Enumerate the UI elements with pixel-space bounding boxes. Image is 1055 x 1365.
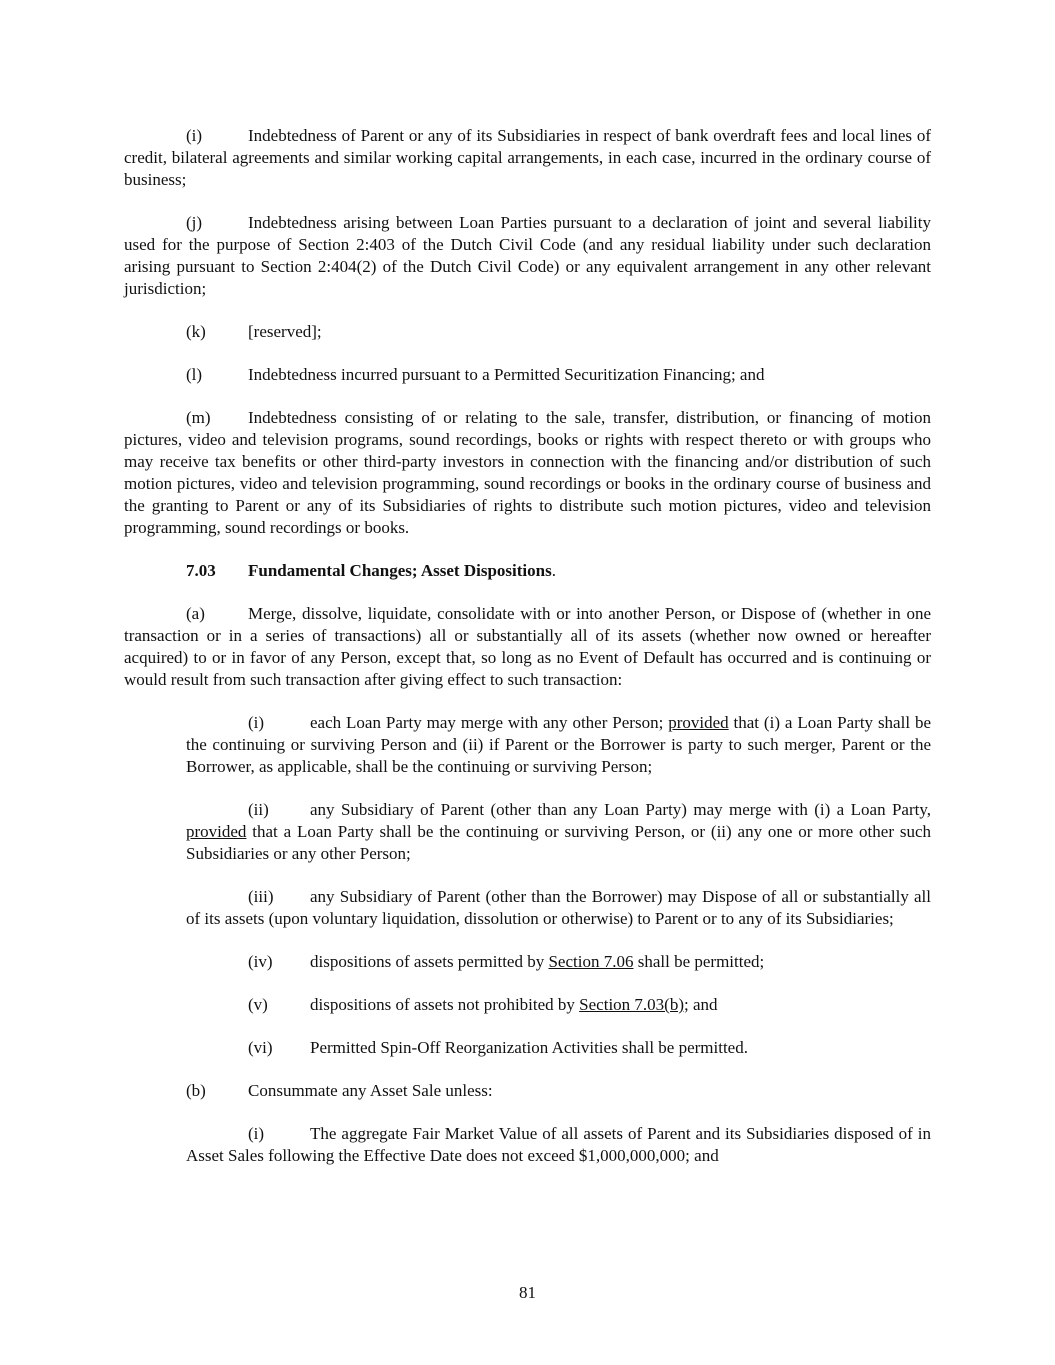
clause-m <box>124 407 931 539</box>
clause-a-iii <box>186 886 931 930</box>
clause-text: Indebtedness of Parent or any of its Subsidiaries in respect of bank overdraft fees and local lines of credit, bilateral agreements and similar working capital arrangements, in each case, incurred in the ordinary course of business; <box>124 126 931 189</box>
section-number: 7.03 <box>186 561 216 580</box>
section-7-06-link: Section 7.06 <box>548 952 634 971</box>
clause-text: The aggregate Fair Market Value of all assets of Parent and its Subsidiaries disposed of in Asset Sales following the Effective Date does not exceed $1,000,000,000; and <box>186 1124 931 1165</box>
clause-a <box>124 603 931 691</box>
clause-text: shall be permitted; <box>633 952 765 971</box>
clause-text: [reserved]; <box>248 322 322 341</box>
clause-text: dispositions of assets permitted by <box>310 952 549 971</box>
clause-label: (k) <box>186 322 206 341</box>
clause-label: (i) <box>248 713 265 732</box>
clause-label: (i) <box>186 126 203 145</box>
clause-l <box>124 364 931 386</box>
clause-label: (j) <box>186 213 203 232</box>
clause-a-vi <box>186 1037 931 1059</box>
clause-b-i <box>186 1123 931 1167</box>
document-body <box>124 125 931 1188</box>
clause-label: (l) <box>186 365 203 384</box>
section-heading <box>124 560 931 582</box>
clause-i <box>124 125 931 191</box>
clause-text: Consummate any Asset Sale unless: <box>248 1081 493 1100</box>
provided-link: provided <box>186 822 247 841</box>
clause-label: (a) <box>186 604 205 623</box>
clause-text: dispositions of assets not prohibited by <box>310 995 580 1014</box>
clause-label: (m) <box>186 408 211 427</box>
clause-text: any Subsidiary of Parent (other than any Loan Party) may merge with (i) a Loan Party, <box>310 800 931 819</box>
section-title-suffix: . <box>551 561 556 580</box>
clause-label: (v) <box>248 995 268 1014</box>
clause-text: any Subsidiary of Parent (other than the Borrower) may Dispose of all or substantially all of its assets (upon voluntary liquidation, dissolution or otherwise) to Parent or to any of its Subsidiaries; <box>186 887 931 928</box>
clause-label: (vi) <box>248 1038 273 1057</box>
clause-label: (b) <box>186 1081 206 1100</box>
clause-text: each Loan Party may merge with any other Person; <box>310 713 669 732</box>
clause-a-v <box>186 994 931 1016</box>
page-number: 81 <box>519 1283 536 1302</box>
clause-k <box>124 321 931 343</box>
clause-b <box>124 1080 931 1102</box>
clause-a-iv <box>186 951 931 973</box>
clause-a-ii <box>186 799 931 865</box>
clause-text: Indebtedness consisting of or relating to the sale, transfer, distribution, or financing of motion pictures, video and television programs, sound recordings, books or rights with respect thereto or with groups who may receive tax benefits or other third-party investors in connection with the financing and/or distribution of such motion pictures, video and television programming, sound recordings or books in the ordinary course of business and the granting to Parent or any of its Subsidiaries of rights to distribute such motion pictures, video and television programming, sound recordings or books. <box>124 408 931 537</box>
clause-text: Indebtedness incurred pursuant to a Permitted Securitization Financing; and <box>248 365 765 384</box>
clause-text: that a Loan Party shall be the continuing or surviving Person, or (ii) any one or more other such Subsidiaries or any other Person; <box>186 822 931 863</box>
clause-text: ; and <box>684 995 718 1014</box>
clause-text: Indebtedness arising between Loan Parties pursuant to a declaration of joint and several liability used for the purpose of Section 2:403 of the Dutch Civil Code (and any residual liability under such declaration arising pursuant to Section 2:404(2) of the Dutch Civil Code) or any equivalent arrangement in any other relevant jurisdiction; <box>124 213 931 298</box>
clause-label: (ii) <box>248 800 269 819</box>
provided-link: provided <box>668 713 729 732</box>
clause-label: (iii) <box>248 887 274 906</box>
clause-text: Permitted Spin-Off Reorganization Activities shall be permitted. <box>310 1038 748 1057</box>
clause-a-i <box>186 712 931 778</box>
clause-text: Merge, dissolve, liquidate, consolidate with or into another Person, or Dispose of (whether in one transaction or in a series of transactions) all or substantially all of its assets (whether now owned or hereafter acquired) to or in favor of any Person, except that, so long as no Event of Default has occurred and is continuing or would result from such transaction after giving effect to such transaction: <box>124 604 931 689</box>
section-title: Fundamental Changes; Asset Dispositions <box>248 561 552 580</box>
clause-label: (i) <box>248 1124 265 1143</box>
section-7-03b-link: Section 7.03(b) <box>579 995 684 1014</box>
clause-j <box>124 212 931 300</box>
clause-text: that (i) a Loan Party shall be the continuing or surviving Person and (ii) if Parent or the Borrower is party to such merger, Parent or the Borrower, as applicable, shall be the continuing or surviving Person; <box>186 713 931 776</box>
clause-label: (iv) <box>248 952 273 971</box>
